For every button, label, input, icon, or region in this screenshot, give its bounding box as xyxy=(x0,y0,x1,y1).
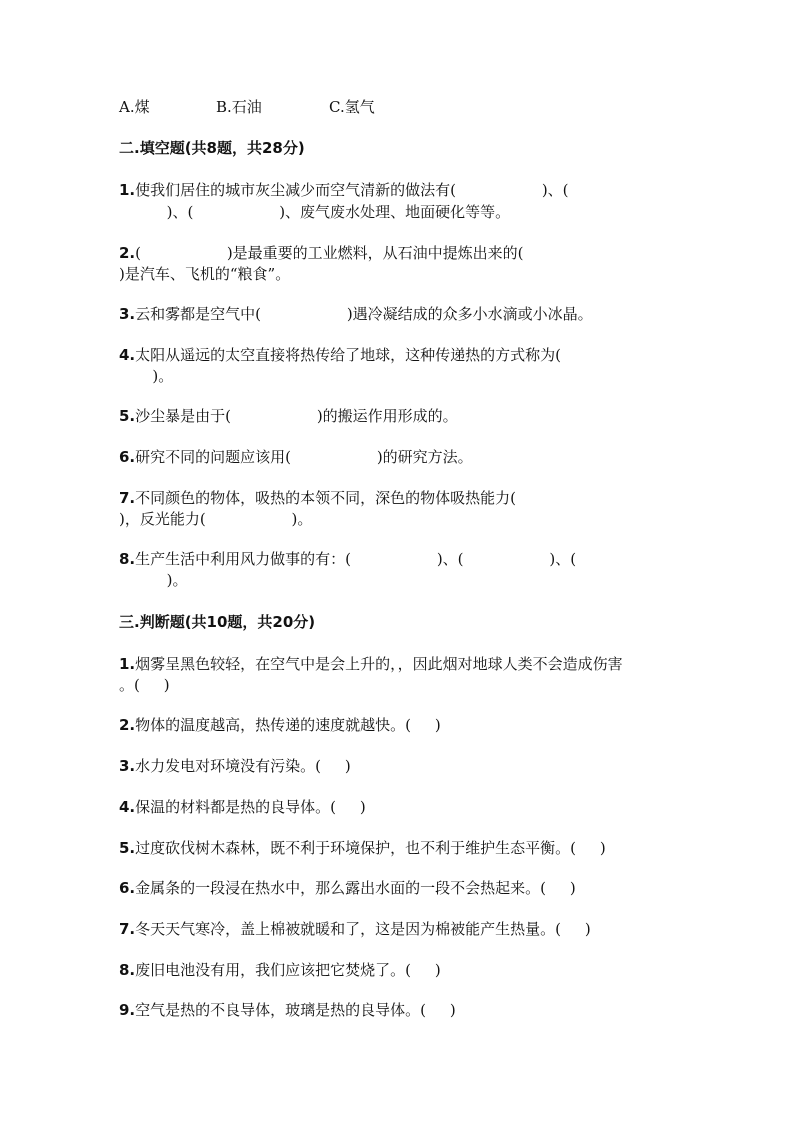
question-text: 废旧电池没有用，我们应该把它焚烧了。( ) xyxy=(135,961,441,979)
judge-question-7 xyxy=(119,919,591,939)
fill-question-8-cont: )。 xyxy=(119,571,188,589)
fill-question-7 xyxy=(119,488,516,508)
question-text: 冬天天气寒冷，盖上棉被就暖和了，这是因为棉被能产生热量。( ) xyxy=(135,920,591,938)
option-b: B.石油 xyxy=(216,98,262,116)
question-text: 过度砍伐树木森林，既不利于环境保护，也不利于维护生态平衡。( ) xyxy=(135,839,606,857)
judge-question-1 xyxy=(119,654,623,674)
fill-question-4-cont: )。 xyxy=(119,367,174,385)
question-number: 6. xyxy=(119,879,136,897)
fill-question-2 xyxy=(119,243,524,263)
fill-question-8 xyxy=(119,549,576,569)
question-text: 物体的温度越高，热传递的速度就越快。( ) xyxy=(135,716,441,734)
question-text: 研究不同的问题应该用( )的研究方法。 xyxy=(135,448,473,466)
fill-question-7-cont: )，反光能力( )。 xyxy=(119,510,313,528)
judge-question-2 xyxy=(119,715,441,735)
question-text: 金属条的一段浸在热水中，那么露出水面的一段不会热起来。( ) xyxy=(135,879,576,897)
question-text: 不同颜色的物体，吸热的本领不同，深色的物体吸热能力( xyxy=(135,489,516,507)
fill-question-1 xyxy=(119,180,569,200)
question-number: 8. xyxy=(119,961,136,979)
judge-question-6 xyxy=(119,878,576,898)
judge-question-8 xyxy=(119,960,441,980)
fill-question-1-cont: )、( )、废气废水处理、地面硬化等等。 xyxy=(119,203,511,221)
judge-question-1-cont: 。( ) xyxy=(119,676,170,694)
option-c: C.氢气 xyxy=(329,98,375,116)
question-text: 烟雾呈黑色较轻，在空气中是会上升的，，因此烟对地球人类不会造成伤害 xyxy=(135,655,623,673)
question-text: 保温的材料都是热的良导体。( ) xyxy=(135,798,366,816)
question-text: ( )是最重要的工业燃料，从石油中提炼出来的( xyxy=(135,244,524,262)
judge-question-9 xyxy=(119,1000,456,1020)
section3-heading: 三.判断题(共10题，共20分) xyxy=(119,613,316,631)
question-text: 生产生活中利用风力做事的有：( )、( )、( xyxy=(135,550,577,568)
fill-question-4 xyxy=(119,345,561,365)
judge-question-3 xyxy=(119,756,351,776)
question-number: 4. xyxy=(119,346,136,364)
fill-question-6 xyxy=(119,447,473,467)
section2-heading: 二.填空题(共8题，共28分) xyxy=(119,139,305,157)
question-number: 5. xyxy=(119,407,136,425)
question-number: 2. xyxy=(119,716,136,734)
question-number: 1. xyxy=(119,655,136,673)
option-a: A.煤 xyxy=(119,98,150,116)
question-text: 使我们居住的城市灰尘减少而空气清新的做法有( )、( xyxy=(135,181,569,199)
question-text: 云和雾都是空气中( )遇冷凝结成的众多小水滴或小冰晶。 xyxy=(135,305,593,323)
fill-question-2-cont: )是汽车、飞机的“粮食”。 xyxy=(119,265,291,283)
question-number: 5. xyxy=(119,839,136,857)
fill-question-5 xyxy=(119,406,458,426)
judge-question-4 xyxy=(119,797,366,817)
question-number: 8. xyxy=(119,550,136,568)
question-number: 9. xyxy=(119,1001,136,1019)
question-text: 空气是热的不良导体，玻璃是热的良导体。( ) xyxy=(135,1001,456,1019)
question-number: 7. xyxy=(119,489,136,507)
question-text: 沙尘暴是由于( )的搬运作用形成的。 xyxy=(135,407,458,425)
question-text: 水力发电对环境没有污染。( ) xyxy=(135,757,351,775)
question-number: 2. xyxy=(119,244,136,262)
question-number: 7. xyxy=(119,920,136,938)
question-number: 3. xyxy=(119,757,136,775)
question-text: 太阳从遥远的太空直接将热传给了地球，这种传递热的方式称为( xyxy=(135,346,561,364)
question-number: 3. xyxy=(119,305,136,323)
question-number: 6. xyxy=(119,448,136,466)
fill-question-3 xyxy=(119,304,593,324)
judge-question-5 xyxy=(119,838,606,858)
question-number: 4. xyxy=(119,798,136,816)
question-number: 1. xyxy=(119,181,136,199)
